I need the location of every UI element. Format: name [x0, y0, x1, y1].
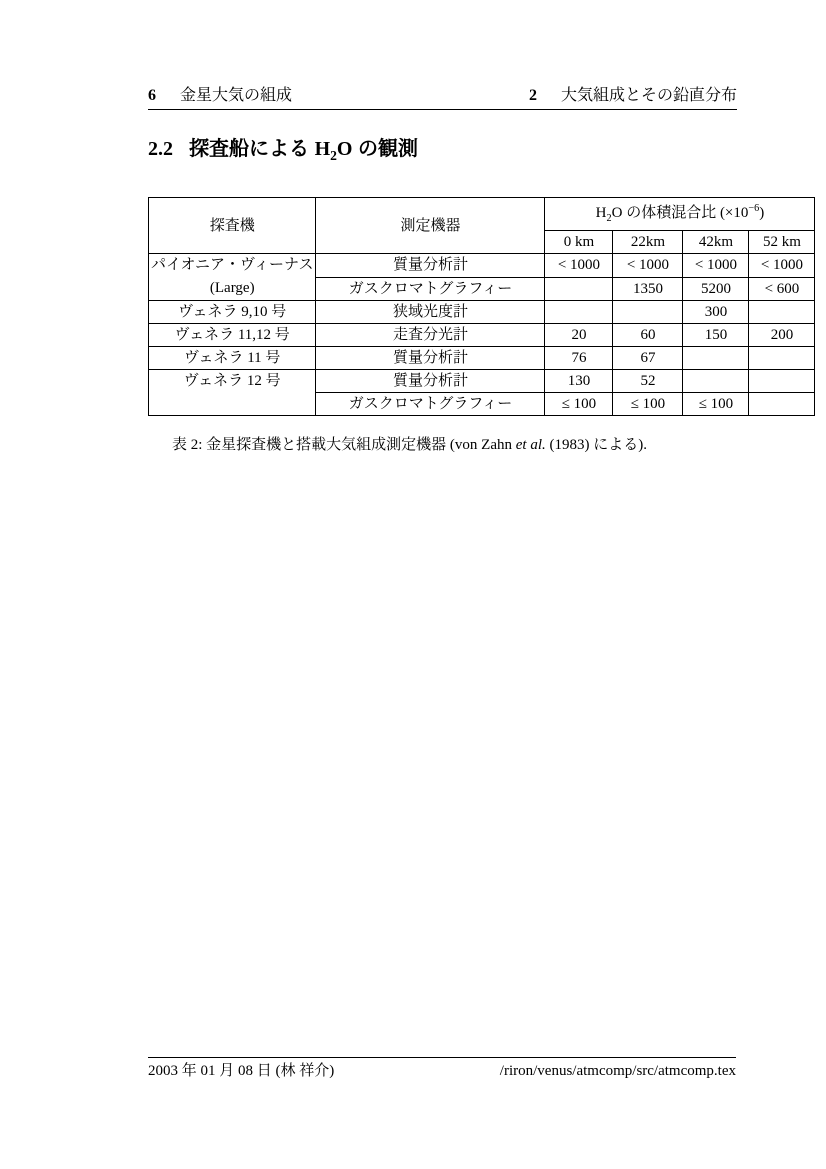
value-cell: [749, 347, 815, 370]
instrument-cell: ガスクロマトグラフィー: [316, 393, 545, 416]
value-cell: ≤ 100: [683, 393, 749, 416]
value-cell: [545, 301, 613, 324]
value-cell: [749, 370, 815, 393]
probe-name-line2: (Large): [209, 280, 255, 296]
value-cell: [749, 301, 815, 324]
column-header-instrument: 測定機器: [316, 198, 545, 254]
probe-name-line1: パイオニア・ヴィーナス: [151, 257, 314, 273]
value-cell: [749, 393, 815, 416]
caption-et-al: et al.: [515, 437, 546, 453]
value-cell: < 1000: [749, 254, 815, 278]
table-header-row-group: [149, 198, 815, 231]
instrument-cell: ガスクロマトグラフィー: [316, 277, 545, 301]
probe-cell: ヴェネラ 11 号: [149, 347, 316, 370]
value-cell: 60: [613, 324, 683, 347]
instrument-cell: 質量分析計: [316, 370, 545, 393]
probe-cell: ヴェネラ 11,12 号: [149, 324, 316, 347]
table-row: [149, 347, 815, 370]
value-cell: [613, 301, 683, 324]
value-cell: < 1000: [613, 254, 683, 278]
table-row: [149, 324, 815, 347]
value-cell: 76: [545, 347, 613, 370]
value-cell: [545, 277, 613, 301]
value-cell: ≤ 100: [613, 393, 683, 416]
probe-cell: ヴェネラ 12 号: [149, 370, 316, 416]
table-row: [149, 370, 815, 393]
value-cell: [683, 370, 749, 393]
section-title-after: の観測: [358, 138, 419, 160]
table-row: [149, 301, 815, 324]
value-cell: 5200: [683, 277, 749, 301]
header-right-section-number: 2: [528, 87, 537, 104]
probe-cell: ヴェネラ 9,10 号: [149, 301, 316, 324]
value-cell: 200: [749, 324, 815, 347]
column-header-altitude-42km: 42km: [683, 231, 749, 254]
value-cell: < 1000: [545, 254, 613, 278]
value-cell: 150: [683, 324, 749, 347]
value-cell: 130: [545, 370, 613, 393]
table-row: [149, 254, 815, 278]
observation-table: [148, 197, 815, 416]
value-cell: 67: [613, 347, 683, 370]
column-header-probe: 探査機: [149, 198, 316, 254]
section-number: 2.2: [148, 138, 173, 160]
column-header-altitude-52km: 52 km: [749, 231, 815, 254]
header-left: [148, 87, 292, 104]
header-left-title: 金星大気の組成: [180, 87, 293, 104]
value-cell: < 1000: [683, 254, 749, 278]
value-cell: [683, 347, 749, 370]
value-cell: < 600: [749, 277, 815, 301]
footer-file-path: /riron/venus/atmcomp/src/atmcomp.tex: [499, 1063, 736, 1079]
column-header-altitude-0km: 0 km: [545, 231, 613, 254]
value-cell: 1350: [613, 277, 683, 301]
table-caption: [172, 436, 647, 455]
value-cell: 300: [683, 301, 749, 324]
instrument-cell: 走査分光計: [316, 324, 545, 347]
caption-text-after: (1983) による).: [545, 437, 647, 453]
value-cell: ≤ 100: [545, 393, 613, 416]
column-header-altitude-22km: 22km: [613, 231, 683, 254]
instrument-cell: 質量分析計: [316, 254, 545, 278]
instrument-cell: 狭域光度計: [316, 301, 545, 324]
footer-date: 2003 年 01 月 08 日 (林 祥介): [148, 1063, 335, 1079]
caption-text-before: 表 2: 金星探査機と搭載大気組成測定機器 (von Zahn: [172, 437, 516, 453]
header-right-title: 大気組成とその鉛直分布: [560, 87, 737, 104]
value-cell: 20: [545, 324, 613, 347]
value-cell: 52: [613, 370, 683, 393]
column-header-h2o-mixing-ratio: $H_2O$ の体積混合比 $(\times 10^{-6})$: [545, 198, 815, 231]
page-footer: [148, 1057, 736, 1080]
section-title-before: 探査船による: [189, 138, 309, 160]
page-header: [148, 87, 737, 110]
h2o-formula: $H_2O$: [314, 138, 353, 163]
header-right: [529, 87, 737, 104]
header-left-page-number: 6: [148, 87, 156, 104]
instrument-cell: 質量分析計: [316, 347, 545, 370]
section-heading: [148, 137, 418, 168]
probe-cell: [149, 254, 316, 301]
